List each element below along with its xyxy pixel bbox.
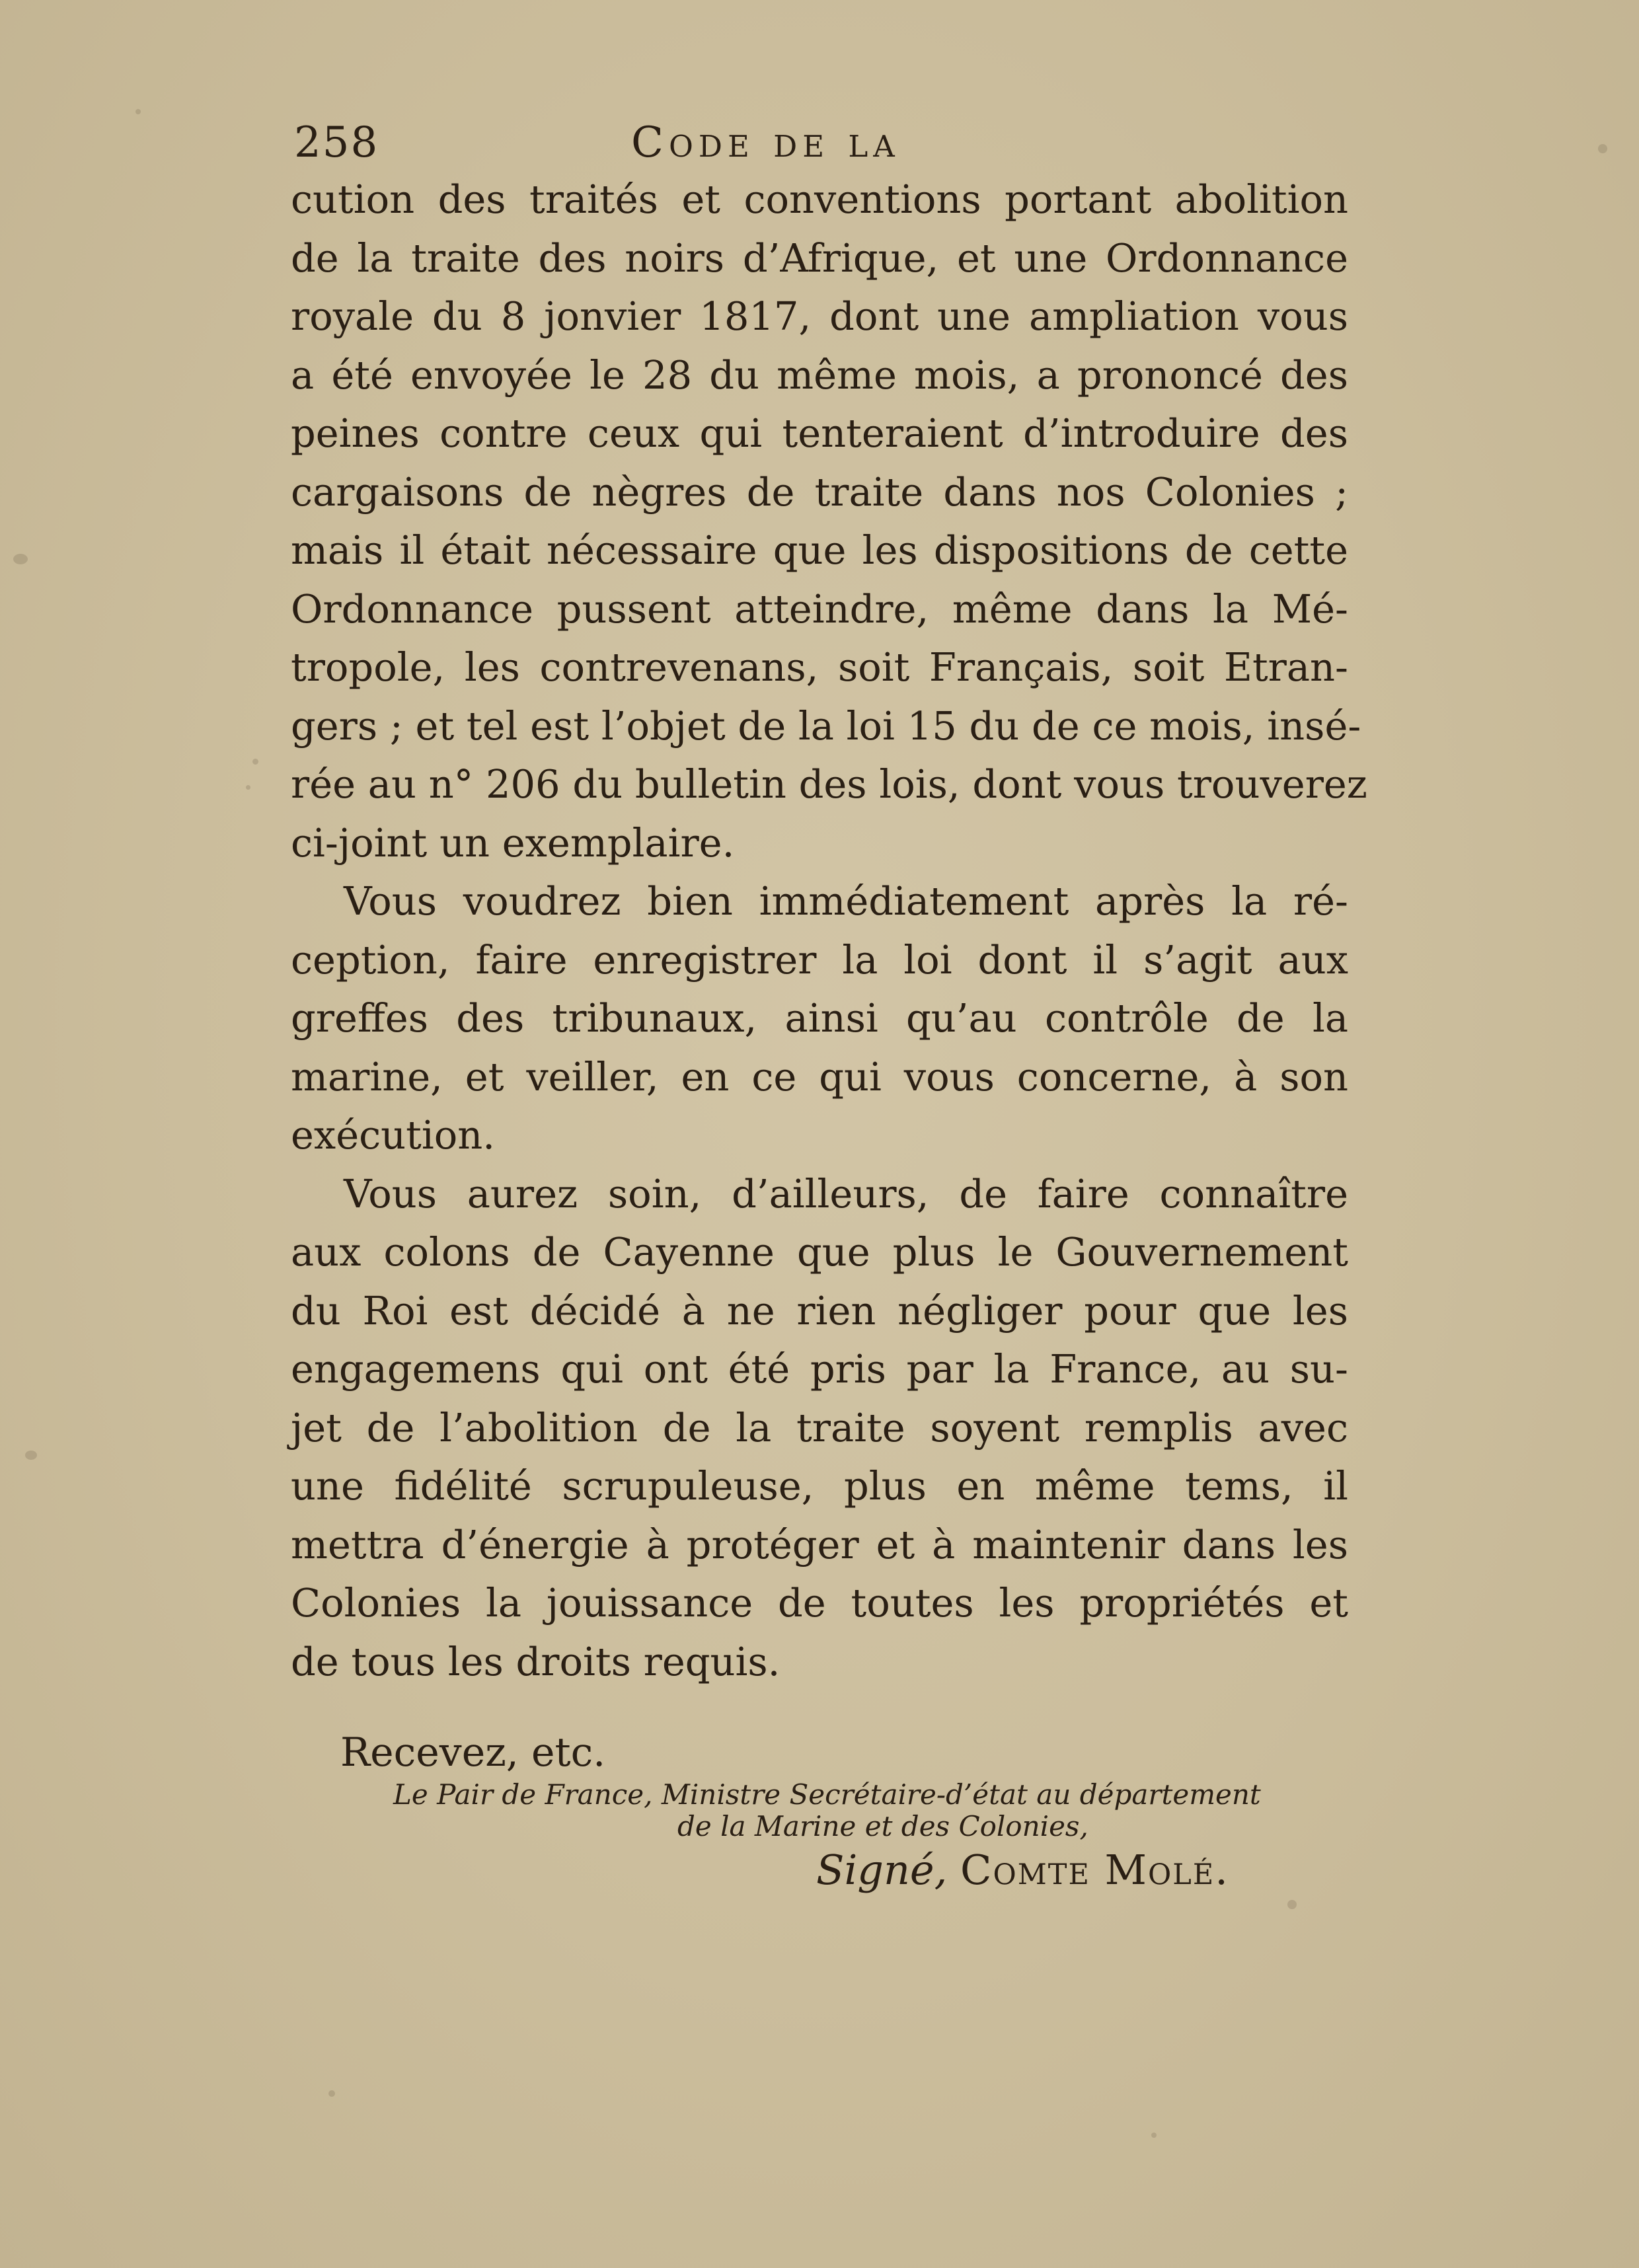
text-line: de tous les droits requis.: [291, 1638, 781, 1684]
paper-speck: [1598, 144, 1607, 153]
paper-speck: [252, 759, 258, 765]
text-line: Vous voudrez bien immédiatement après la ré-: [344, 878, 1348, 924]
text-line: engagemens qui ont été pris par la France, au su-: [291, 1346, 1348, 1392]
signed-label: Signé,: [816, 1846, 948, 1894]
text-line: exécution.: [291, 1112, 496, 1158]
page-header: [294, 116, 1352, 169]
text-line: ci-joint un exemplaire.: [291, 819, 735, 866]
signature-title-line1: Le Pair de France, Ministre Secrétaire-d’état au département: [393, 1778, 1261, 1811]
paper-speck: [25, 1451, 37, 1460]
signature: [816, 1844, 1229, 1897]
text-line: aux colons de Cayenne que plus le Gouvernement: [291, 1229, 1348, 1275]
text-line: du Roi est décidé à ne rien négliger pour que les: [291, 1287, 1348, 1334]
paper-speck: [1151, 2133, 1157, 2138]
text-line: peines contre ceux qui tenteraient d’introduire des: [291, 410, 1348, 456]
text-line: gers ; et tel est l’objet de la loi 15 du de ce mois, insé-: [291, 702, 1361, 749]
paper-speck: [1287, 1900, 1297, 1909]
text-line: jet de l’abolition de la traite soyent remplis avec: [291, 1404, 1348, 1451]
signature-title-line2: de la Marine et des Colonies,: [677, 1810, 1088, 1842]
text-line: cution des traités et conventions portant abolition: [291, 176, 1348, 222]
text-line: a été envoyée le 28 du même mois, a prononcé des: [291, 352, 1348, 398]
text-line: tropole, les contrevenans, soit Français, soit Etran-: [291, 644, 1348, 690]
text-line: mais il était nécessaire que les dispositions de cette: [291, 527, 1348, 573]
paper-speck: [135, 109, 141, 114]
text-line: une fidélité scrupuleuse, plus en même tems, il: [291, 1463, 1348, 1509]
text-line: greffes des tribunaux, ainsi qu’au contrôle de la: [291, 995, 1348, 1041]
text-line: mettra d’énergie à protéger et à maintenir dans les: [291, 1521, 1348, 1568]
text-line: cargaisons de nègres de traite dans nos Colonies ;: [291, 469, 1348, 515]
text-line: marine, et veiller, en ce qui vous concerne, à son: [291, 1053, 1348, 1100]
closing-salutation: Recevez, etc.: [340, 1729, 606, 1776]
text-line: Vous aurez soin, d’ailleurs, de faire connaître: [344, 1170, 1348, 1217]
text-line: rée au n° 206 du bulletin des lois, dont vous trouverez: [291, 761, 1367, 807]
running-title: Code de la: [631, 118, 900, 167]
signer-name: Comte Molé.: [960, 1846, 1229, 1894]
text-line: de la traite des noirs d’Afrique, et une Ordonnance: [291, 235, 1348, 281]
page-number: 258: [294, 118, 379, 167]
text-line: Ordonnance pussent atteindre, même dans la Mé-: [291, 586, 1348, 632]
text-line: royale du 8 jonvier 1817, dont une ampliation vous: [291, 293, 1348, 339]
text-line: Colonies la jouissance de toutes les propriétés et: [291, 1580, 1348, 1626]
paper-speck: [13, 554, 28, 564]
text-line: ception, faire enregistrer la loi dont il s’agit aux: [291, 936, 1348, 983]
body-text: [291, 170, 1367, 1691]
paper-speck: [328, 2090, 335, 2097]
paper-speck: [246, 785, 250, 790]
